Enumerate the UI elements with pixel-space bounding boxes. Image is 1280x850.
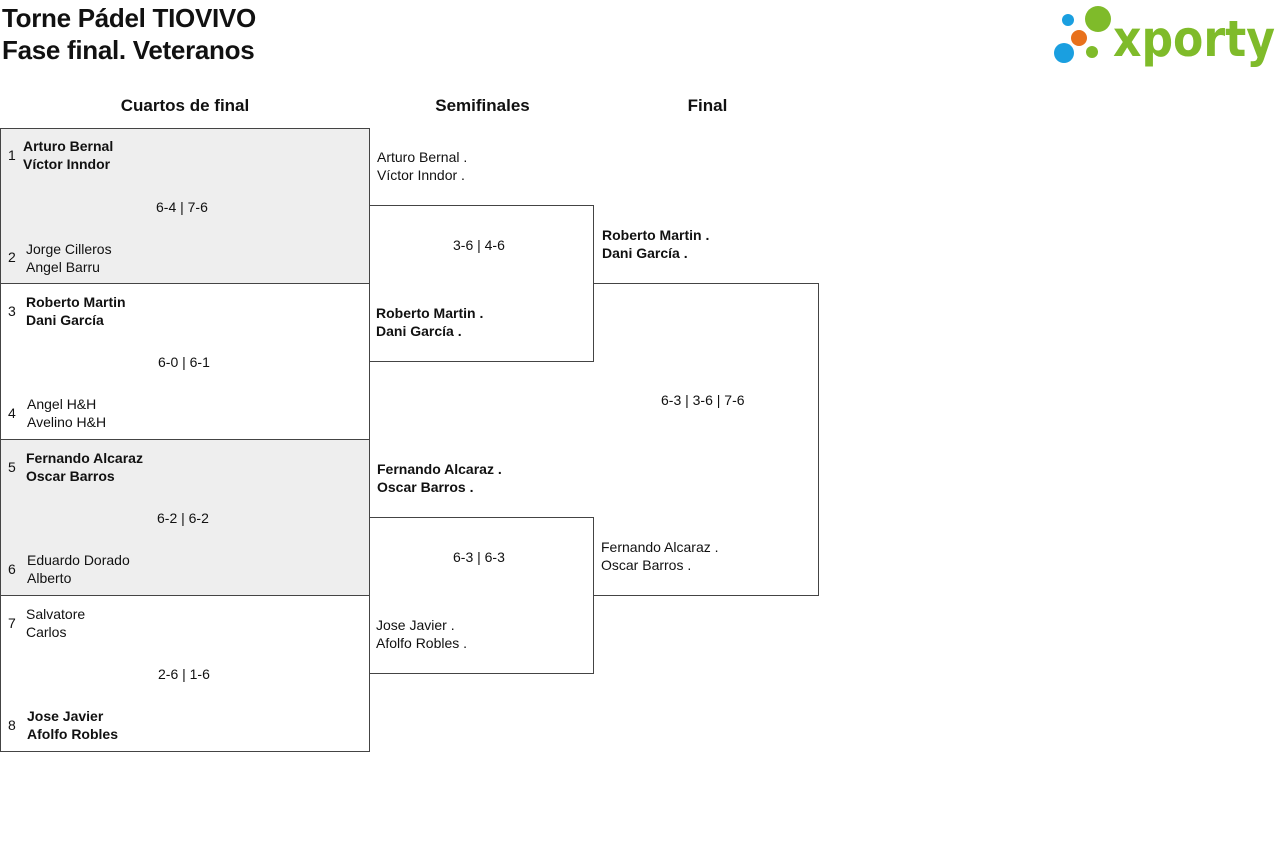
qf-match-1 — [0, 128, 370, 284]
player-name: Roberto Martin . — [602, 227, 710, 243]
qf1-score: 6-4 | 7-6 — [156, 199, 208, 215]
player-name: Arturo Bernal . — [377, 149, 468, 165]
qf-match-2 — [0, 283, 370, 440]
sf2-top-pair — [377, 460, 502, 496]
logo-dot-orange — [1071, 30, 1087, 46]
player-name: Fernando Alcaraz . — [601, 539, 719, 555]
player-name: Salvatore — [26, 606, 86, 622]
player-name: Carlos — [26, 624, 67, 640]
tournament-title: Torne Pádel TIOVIVO — [2, 3, 256, 33]
player-name: Víctor Inndor — [23, 156, 111, 172]
player-name: Dani García — [26, 312, 104, 328]
player-name: Víctor Inndor . — [377, 167, 465, 183]
player-name: Dani García . — [602, 245, 688, 261]
player-name: Roberto Martin — [26, 294, 126, 310]
logo-wordmark: xporty — [1113, 10, 1275, 68]
qf3-bottom-pair — [27, 551, 130, 587]
player-name: Oscar Barros — [26, 468, 115, 484]
player-name: Fernando Alcaraz . — [377, 461, 502, 477]
logo-dot-blue-large — [1054, 43, 1074, 63]
qf1-top-pair — [23, 137, 113, 173]
logo-dot-green-large — [1085, 6, 1111, 32]
seed-number: 6 — [8, 561, 16, 577]
qf4-top-pair — [26, 605, 85, 641]
sf1-bottom-pair — [376, 304, 483, 340]
final-bottom-pair — [601, 538, 719, 574]
seed-number: 2 — [8, 249, 16, 265]
player-name: Fernando Alcaraz — [26, 450, 143, 466]
seed-number: 8 — [8, 717, 16, 733]
header-semifinals: Semifinales — [435, 96, 530, 115]
seed-number: 3 — [8, 303, 16, 319]
qf3-score: 6-2 | 6-2 — [157, 510, 209, 526]
seed-number: 7 — [8, 615, 16, 631]
header-final: Final — [687, 96, 728, 115]
sf2-bottom-pair — [376, 616, 467, 652]
player-name: Angel Barru — [26, 259, 100, 275]
player-name: Jorge Cilleros — [26, 241, 112, 257]
player-name: Afolfo Robles — [27, 726, 118, 742]
phase-title: Fase final. Veteranos — [2, 35, 255, 65]
player-name: Oscar Barros . — [377, 479, 474, 495]
player-name: Avelino H&H — [27, 414, 107, 430]
qf2-bottom-pair — [27, 395, 106, 431]
sf-match-1 — [369, 205, 594, 362]
final-top-pair — [602, 226, 709, 262]
qf2-score: 6-0 | 6-1 — [158, 354, 210, 370]
sf2-score: 6-3 | 6-3 — [453, 549, 505, 565]
header-quarterfinals: Cuartos de final — [120, 96, 250, 115]
player-name: Roberto Martin . — [376, 305, 484, 321]
player-name: Alberto — [27, 570, 72, 586]
player-name: Eduardo Dorado — [27, 552, 130, 568]
sf1-top-pair — [377, 148, 467, 184]
qf2-top-pair — [26, 293, 126, 329]
player-name: Dani García . — [376, 323, 462, 339]
qf1-bottom-pair — [26, 240, 112, 276]
player-name: Jose Javier — [27, 708, 104, 724]
xporty-logo — [1050, 2, 1278, 68]
qf4-score: 2-6 | 1-6 — [158, 666, 210, 682]
player-name: Arturo Bernal — [23, 138, 114, 154]
qf-match-3 — [0, 439, 370, 596]
player-name: Afolfo Robles . — [376, 635, 468, 651]
logo-dot-blue-small — [1062, 14, 1074, 26]
qf3-top-pair — [26, 449, 143, 485]
logo-dot-green-small — [1086, 46, 1098, 58]
final-match — [594, 283, 819, 596]
seed-number: 4 — [8, 405, 16, 421]
player-name: Oscar Barros . — [601, 557, 692, 573]
seed-number: 5 — [8, 459, 16, 475]
sf1-score: 3-6 | 4-6 — [453, 237, 505, 253]
qf-match-4 — [0, 595, 370, 752]
sf-match-2 — [369, 517, 594, 674]
seed-number: 1 — [8, 147, 16, 163]
qf4-bottom-pair — [27, 707, 118, 743]
player-name: Angel H&H — [27, 396, 97, 412]
player-name: Jose Javier . — [376, 617, 455, 633]
final-score: 6-3 | 3-6 | 7-6 — [661, 392, 745, 408]
